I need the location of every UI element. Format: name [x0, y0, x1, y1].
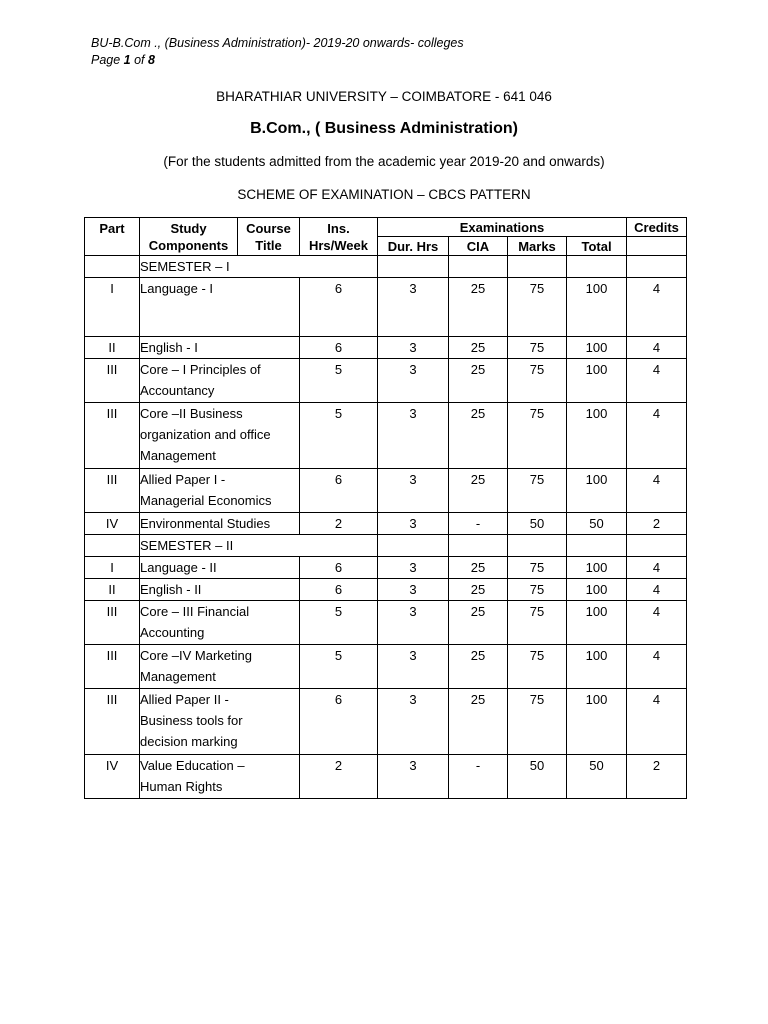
table-row — [85, 359, 687, 403]
table-row — [85, 557, 687, 579]
marks-cell: 50 — [508, 513, 567, 535]
credits-cell: 2 — [627, 513, 687, 535]
cia-cell: 25 — [449, 359, 508, 403]
header-examinations: Examinations — [378, 218, 627, 237]
ins-hrs-cell: 2 — [300, 513, 378, 535]
cia-cell: 25 — [449, 469, 508, 513]
cia-cell: 25 — [449, 557, 508, 579]
ins-hrs-cell: 5 — [300, 359, 378, 403]
study-component-cell: Language - I — [140, 278, 300, 337]
header-marks: Marks — [508, 237, 567, 256]
ins-hrs-cell: 5 — [300, 403, 378, 469]
credits-cell: 4 — [627, 645, 687, 689]
total-cell: 100 — [567, 337, 627, 359]
ins-hrs-cell: 6 — [300, 337, 378, 359]
marks-cell: 75 — [508, 359, 567, 403]
page-current: 1 — [123, 53, 131, 67]
part-cell: IV — [85, 755, 140, 799]
table-row — [85, 645, 687, 689]
cia-cell: 25 — [449, 337, 508, 359]
total-cell: 100 — [567, 645, 627, 689]
ins-hrs-cell: 5 — [300, 601, 378, 645]
table-row — [85, 403, 687, 469]
marks-cell: 75 — [508, 689, 567, 755]
total-cell: 100 — [567, 579, 627, 601]
total-cell: 50 — [567, 513, 627, 535]
study-component-cell: Allied Paper I - Managerial Economics — [140, 469, 300, 513]
total-cell: 100 — [567, 403, 627, 469]
ins-hrs-cell: 6 — [300, 278, 378, 337]
cia-cell: 25 — [449, 601, 508, 645]
marks-cell: 50 — [508, 755, 567, 799]
table-row — [85, 689, 687, 755]
study-component-cell: Core –IV Marketing Management — [140, 645, 300, 689]
marks-cell: 75 — [508, 337, 567, 359]
ins-hrs-cell: 6 — [300, 579, 378, 601]
total-cell: 50 — [567, 755, 627, 799]
marks-cell: 75 — [508, 601, 567, 645]
study-component-cell: Allied Paper II - Business tools for decision marking — [140, 689, 300, 755]
study-component-cell: Environmental Studies — [140, 513, 300, 535]
part-cell: III — [85, 359, 140, 403]
cia-cell: - — [449, 755, 508, 799]
ins-hrs-cell: 5 — [300, 645, 378, 689]
study-component-cell: Value Education – Human Rights — [140, 755, 300, 799]
dur-hrs-cell: 3 — [378, 557, 449, 579]
part-cell: III — [85, 689, 140, 755]
part-cell: III — [85, 469, 140, 513]
part-cell: II — [85, 579, 140, 601]
header-total: Total — [567, 237, 627, 256]
ins-hrs-cell: 6 — [300, 469, 378, 513]
marks-cell: 75 — [508, 557, 567, 579]
dur-hrs-cell: 3 — [378, 513, 449, 535]
university-title: BHARATHIAR UNIVERSITY – COIMBATORE - 641 046 — [216, 89, 552, 104]
part-cell: I — [85, 557, 140, 579]
degree-title: B.Com., ( Business Administration) — [250, 120, 518, 137]
table-row — [85, 755, 687, 799]
table-row — [85, 278, 687, 337]
ins-hrs-cell: 6 — [300, 557, 378, 579]
credits-cell: 4 — [627, 403, 687, 469]
study-component-cell: Core –II Business organization and office Management — [140, 403, 300, 469]
ins-hrs-cell: 2 — [300, 755, 378, 799]
part-cell: III — [85, 403, 140, 469]
total-cell: 100 — [567, 278, 627, 337]
study-component-cell: English - II — [140, 579, 300, 601]
credits-cell: 4 — [627, 359, 687, 403]
header-course-title: Course Title — [238, 218, 300, 256]
document-header-title: BU-B.Com ., (Business Administration)- 2019-20 onwards- colleges — [91, 36, 464, 50]
semester-label: SEMESTER – II — [140, 535, 300, 557]
study-component-cell: Core – I Principles of Accountancy — [140, 359, 300, 403]
cia-cell: 25 — [449, 645, 508, 689]
credits-cell: 4 — [627, 557, 687, 579]
semester-label: SEMESTER – I — [140, 256, 300, 278]
dur-hrs-cell: 3 — [378, 689, 449, 755]
semester-2-row — [85, 535, 687, 557]
dur-hrs-cell: 3 — [378, 469, 449, 513]
dur-hrs-cell: 3 — [378, 337, 449, 359]
semester-1-row — [85, 256, 687, 278]
total-cell: 100 — [567, 359, 627, 403]
dur-hrs-cell: 3 — [378, 601, 449, 645]
total-cell: 100 — [567, 469, 627, 513]
credits-cell: 4 — [627, 278, 687, 337]
dur-hrs-cell: 3 — [378, 755, 449, 799]
part-cell: III — [85, 601, 140, 645]
page-indicator — [91, 52, 155, 68]
header-credits: Credits — [627, 218, 687, 237]
header-credits-blank — [627, 237, 687, 256]
dur-hrs-cell: 3 — [378, 403, 449, 469]
cia-cell: 25 — [449, 278, 508, 337]
credits-cell: 4 — [627, 579, 687, 601]
table-row — [85, 601, 687, 645]
total-cell: 100 — [567, 601, 627, 645]
page-total: 8 — [148, 53, 155, 67]
table-row — [85, 337, 687, 359]
cia-cell: - — [449, 513, 508, 535]
page-prefix: Page — [91, 53, 124, 67]
marks-cell: 75 — [508, 403, 567, 469]
cia-cell: 25 — [449, 579, 508, 601]
ins-hrs-cell: 6 — [300, 689, 378, 755]
header-dur-hrs: Dur. Hrs — [378, 237, 449, 256]
part-cell: III — [85, 645, 140, 689]
study-component-cell: Core – III Financial Accounting — [140, 601, 300, 645]
page-of: of — [130, 53, 148, 67]
table-row — [85, 579, 687, 601]
dur-hrs-cell: 3 — [378, 278, 449, 337]
study-component-cell: Language - II — [140, 557, 300, 579]
cia-cell: 25 — [449, 689, 508, 755]
marks-cell: 75 — [508, 278, 567, 337]
admission-note: (For the students admitted from the academic year 2019-20 and onwards) — [163, 154, 605, 169]
credits-cell: 4 — [627, 469, 687, 513]
marks-cell: 75 — [508, 469, 567, 513]
table-row — [85, 469, 687, 513]
examination-scheme-table — [84, 217, 687, 799]
header-cia: CIA — [449, 237, 508, 256]
marks-cell: 75 — [508, 579, 567, 601]
table-row — [85, 513, 687, 535]
credits-cell: 4 — [627, 601, 687, 645]
total-cell: 100 — [567, 557, 627, 579]
dur-hrs-cell: 3 — [378, 359, 449, 403]
scheme-title: SCHEME OF EXAMINATION – CBCS PATTERN — [237, 187, 531, 202]
credits-cell: 4 — [627, 689, 687, 755]
cia-cell: 25 — [449, 403, 508, 469]
header-part: Part — [85, 218, 140, 256]
part-cell: I — [85, 278, 140, 337]
part-cell: IV — [85, 513, 140, 535]
marks-cell: 75 — [508, 645, 567, 689]
total-cell: 100 — [567, 689, 627, 755]
dur-hrs-cell: 3 — [378, 645, 449, 689]
header-ins-hrs: Ins. Hrs/Week — [300, 218, 378, 256]
header-study-components: Study Components — [140, 218, 238, 256]
part-cell: II — [85, 337, 140, 359]
credits-cell: 2 — [627, 755, 687, 799]
credits-cell: 4 — [627, 337, 687, 359]
study-component-cell: English - I — [140, 337, 300, 359]
dur-hrs-cell: 3 — [378, 579, 449, 601]
